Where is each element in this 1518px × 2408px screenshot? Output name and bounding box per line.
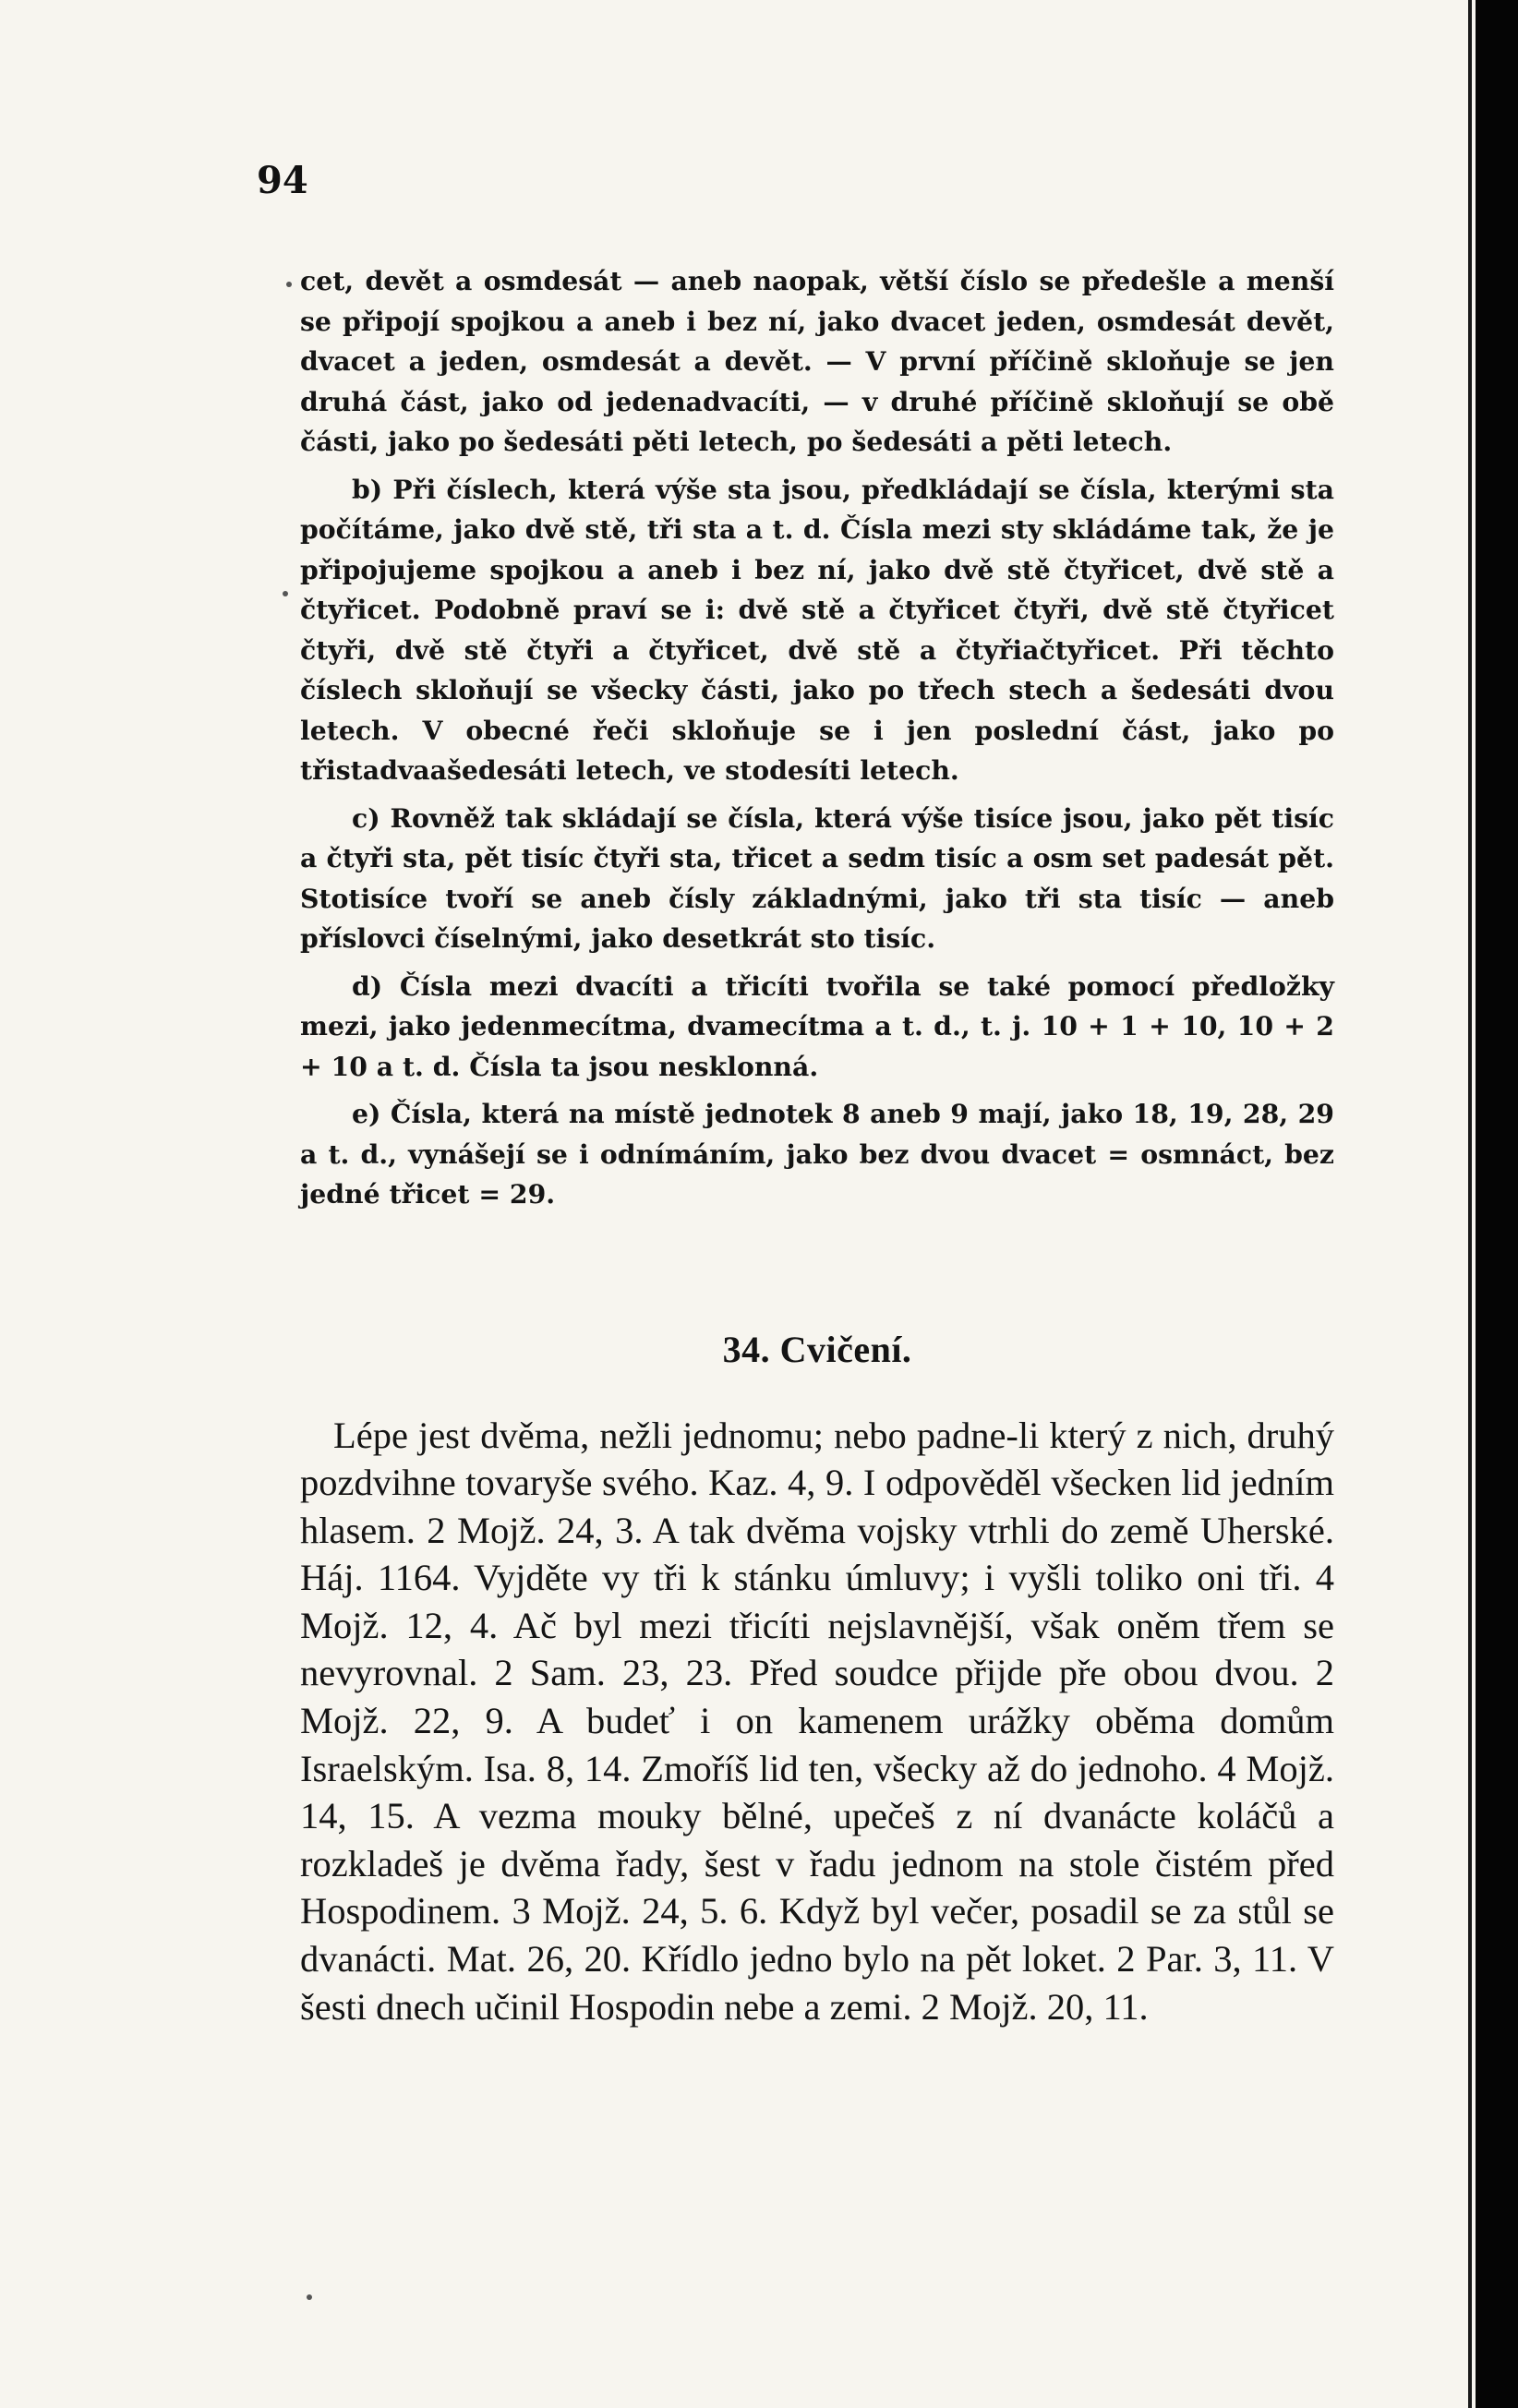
paragraph-b: b) Při číslech, která výše sta jsou, předkládají se čísla, kterými sta počítáme, jako dvě stě, tři sta a t. d. Čísla mezi sty skládáme tak, že je připojujeme spojkou a aneb i bez ní, jako dvě stě čtyřicet, dvě stě a čtyřicet. Podobně praví se i: dvě stě a čtyřicet čtyři, dvě stě čtyřicet čtyři, dvě stě čtyři a čtyřicet, dvě stě a čtyřiačtyřicet. Při těchto číslech skloňují se všecky části, jako po třech stech a šedesáti dvou letech. V obecné řeči skloňuje se i jen poslední část, jako po třistadvaašedesáti letech, ve stodesíti letech. — [300, 473, 1334, 786]
paragraph-continuation: cet, devět a osmdesát — aneb naopak, větší číslo se předešle a menší se připojí spojkou a aneb i bez ní, jako dvacet jeden, osmdesát devět, dvacet a jeden, osmdesát a devět. — V první příčině skloňuje se jen druhá část, jako od jedenadvacíti, — v druhé příčině skloňují se obě části, jako po šedesáti pěti letech, po šedesáti a pěti letech. — [300, 265, 1334, 457]
page-content — [300, 261, 1334, 2030]
paragraph-e: e) Čísla, která na místě jednotek 8 aneb 9 mají, jako 18, 19, 28, 29 a t. d., vynášejí se i odnímáním, jako bez dvou dvacet = osmnáct, bez jedné třicet = 29. — [300, 1098, 1334, 1210]
exercise-section — [300, 1412, 1334, 2031]
paragraph-d: d) Čísla mezi dvacíti a třicíti tvořila se také pomocí předložky mezi, jako jedenmecítma, dvamecítma a t. d., t. j. 10 + 1 + 10, 10 + 2 + 10 a t. d. Čísla ta jsou nesklonná. — [300, 969, 1334, 1082]
grammar-section — [300, 261, 1334, 1215]
page-edge — [1468, 0, 1472, 2408]
ink-speck — [307, 2294, 312, 2300]
paragraph-c: c) Rovněž tak skládají se čísla, která výše tisíce jsou, jako pět tisíc a čtyři sta, pět tisíc čtyři sta, třicet a sedm tisíc a osm set padesát pět. Stotisíce tvoří se aneb čísly základnými, jako tři sta tisíc — aneb příslovci číselnými, jako desetkrát sto tisíc. — [300, 801, 1334, 954]
exercise-text: Lépe jest dvěma, nežli jednomu; nebo padne-li který z nich, druhý pozdvihne tovaryše svého. Kaz. 4, 9. I odpověděl všecken lid jedním hlasem. 2 Mojž. 24, 3. A tak dvěma vojsky vtrhli do země Uherské. Háj. 1164. Vyjděte vy tři k stánku úmluvy; i vyšli toliko oni tři. 4 Mojž. 12, 4. Ač byl mezi třicíti nejslavnější, však oněm třem se nevyrovnal. 2 Sam. 23, 23. Před soudce přijde pře obou dvou. 2 Mojž. 22, 9. A budeť i on kamenem urážky oběma domům Israelským. Isa. 8, 14. Zmoříš lid ten, všecky až do jednoho. 4 Mojž. 14, 15. A vezma mouky bělné, upečeš z ní dvanácte koláčů a rozkladeš je dvěma řady, šest v řadu jednom na stole čistém před Hospodinem. 3 Mojž. 24, 5. 6. Když byl večer, posadil se za stůl se dvanácti. Mat. 26, 20. Křídlo jedno bylo na pět loket. 2 Par. 3, 11. V šesti dnech učinil Hospodin nebe a zemi. 2 Mojž. 20, 11. — [300, 1414, 1334, 2028]
scan-border — [1476, 0, 1518, 2408]
ink-speck — [283, 591, 288, 596]
exercise-heading: 34. Cvičení. — [722, 1328, 912, 1370]
page-number: 94 — [257, 159, 308, 202]
ink-speck — [286, 282, 292, 287]
